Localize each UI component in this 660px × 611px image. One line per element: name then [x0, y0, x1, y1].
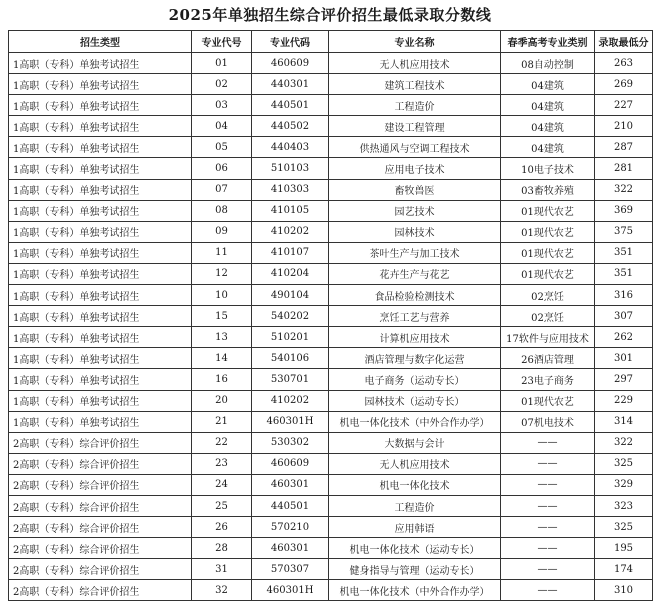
category-cell: 02烹饪 — [501, 306, 595, 327]
category-cell: —— — [501, 432, 595, 453]
category-cell: 03畜牧养殖 — [501, 179, 595, 200]
enroll-type-cell: 2高职（专科）综合评价招生 — [9, 538, 192, 559]
enroll-type-cell: 2高职（专科）综合评价招生 — [9, 580, 192, 601]
table-row — [9, 453, 653, 474]
enroll-type-cell: 1高职（专科）单独考试招生 — [9, 158, 192, 179]
major-name-cell: 机电一体化技术（中外合作办学） — [329, 411, 501, 432]
major-no-cell: 09 — [192, 221, 252, 242]
major-no-cell: 13 — [192, 327, 252, 348]
major-no-cell: 06 — [192, 158, 252, 179]
min-score-cell: 325 — [595, 517, 653, 538]
table-row — [9, 263, 653, 284]
min-score-cell: 316 — [595, 285, 653, 306]
major-no-cell: 12 — [192, 263, 252, 284]
category-cell: 04建筑 — [501, 116, 595, 137]
table-row — [9, 432, 653, 453]
min-score-cell: 287 — [595, 137, 653, 158]
min-score-cell: 227 — [595, 95, 653, 116]
major-code-cell: 510201 — [252, 327, 329, 348]
enroll-type-cell: 2高职（专科）综合评价招生 — [9, 432, 192, 453]
major-no-cell: 32 — [192, 580, 252, 601]
major-name-cell: 建设工程管理 — [329, 116, 501, 137]
category-cell: 17软件与应用技术 — [501, 327, 595, 348]
major-name-cell: 工程造价 — [329, 495, 501, 516]
min-score-cell: 263 — [595, 53, 653, 74]
min-score-cell: 322 — [595, 432, 653, 453]
major-name-cell: 大数据与会计 — [329, 432, 501, 453]
enroll-type-cell: 1高职（专科）单独考试招生 — [9, 179, 192, 200]
table-header-row — [9, 31, 653, 53]
category-cell: —— — [501, 538, 595, 559]
major-no-cell: 25 — [192, 495, 252, 516]
major-name-cell: 烹饪工艺与营养 — [329, 306, 501, 327]
major-code-cell: 440502 — [252, 116, 329, 137]
major-code-cell: 460301H — [252, 411, 329, 432]
major-code-cell: 410107 — [252, 242, 329, 263]
min-score-cell: 314 — [595, 411, 653, 432]
major-code-cell: 540106 — [252, 348, 329, 369]
table-row — [9, 580, 653, 601]
table-row — [9, 390, 653, 411]
header-cell: 招生类型 — [9, 31, 192, 53]
category-cell: 04建筑 — [501, 137, 595, 158]
major-code-cell: 490104 — [252, 285, 329, 306]
category-cell: 02烹饪 — [501, 285, 595, 306]
enroll-type-cell: 1高职（专科）单独考试招生 — [9, 411, 192, 432]
min-score-cell: 269 — [595, 74, 653, 95]
category-cell: 01现代农艺 — [501, 390, 595, 411]
category-cell: 08自动控制 — [501, 53, 595, 74]
major-code-cell: 410202 — [252, 221, 329, 242]
major-no-cell: 26 — [192, 517, 252, 538]
major-code-cell: 440301 — [252, 74, 329, 95]
header-cell: 专业名称 — [329, 31, 501, 53]
major-code-cell: 410105 — [252, 200, 329, 221]
major-code-cell: 410202 — [252, 390, 329, 411]
major-code-cell: 440501 — [252, 495, 329, 516]
enroll-type-cell: 1高职（专科）单独考试招生 — [9, 327, 192, 348]
enroll-type-cell: 2高职（专科）综合评价招生 — [9, 517, 192, 538]
category-cell: 07机电技术 — [501, 411, 595, 432]
category-cell: —— — [501, 474, 595, 495]
table-row — [9, 242, 653, 263]
enroll-type-cell: 1高职（专科）单独考试招生 — [9, 369, 192, 390]
major-no-cell: 24 — [192, 474, 252, 495]
min-score-cell: 210 — [595, 116, 653, 137]
min-score-cell: 229 — [595, 390, 653, 411]
major-no-cell: 10 — [192, 285, 252, 306]
major-code-cell: 540202 — [252, 306, 329, 327]
major-no-cell: 04 — [192, 116, 252, 137]
major-no-cell: 05 — [192, 137, 252, 158]
table-row — [9, 158, 653, 179]
category-cell: —— — [501, 559, 595, 580]
table-row — [9, 221, 653, 242]
enroll-type-cell: 2高职（专科）综合评价招生 — [9, 559, 192, 580]
category-cell: 01现代农艺 — [501, 242, 595, 263]
min-score-cell: 281 — [595, 158, 653, 179]
major-code-cell: 460301H — [252, 580, 329, 601]
major-no-cell: 03 — [192, 95, 252, 116]
table-row — [9, 74, 653, 95]
header-cell: 专业代号 — [192, 31, 252, 53]
table-row — [9, 369, 653, 390]
major-code-cell: 530302 — [252, 432, 329, 453]
enroll-type-cell: 1高职（专科）单独考试招生 — [9, 285, 192, 306]
major-name-cell: 电子商务（运动专长） — [329, 369, 501, 390]
major-code-cell: 530701 — [252, 369, 329, 390]
table-row — [9, 474, 653, 495]
min-score-cell: 262 — [595, 327, 653, 348]
major-no-cell: 22 — [192, 432, 252, 453]
enroll-type-cell: 1高职（专科）单独考试招生 — [9, 95, 192, 116]
major-no-cell: 28 — [192, 538, 252, 559]
major-code-cell: 460301 — [252, 474, 329, 495]
major-code-cell: 410303 — [252, 179, 329, 200]
enroll-type-cell: 1高职（专科）单独考试招生 — [9, 200, 192, 221]
enroll-type-cell: 1高职（专科）单独考试招生 — [9, 137, 192, 158]
major-code-cell: 460609 — [252, 453, 329, 474]
major-code-cell: 460301 — [252, 538, 329, 559]
major-no-cell: 11 — [192, 242, 252, 263]
category-cell: 04建筑 — [501, 74, 595, 95]
table-row — [9, 285, 653, 306]
enroll-type-cell: 1高职（专科）单独考试招生 — [9, 116, 192, 137]
min-score-cell: 307 — [595, 306, 653, 327]
major-no-cell: 14 — [192, 348, 252, 369]
major-no-cell: 20 — [192, 390, 252, 411]
major-code-cell: 440501 — [252, 95, 329, 116]
major-name-cell: 花卉生产与花艺 — [329, 263, 501, 284]
major-name-cell: 茶叶生产与加工技术 — [329, 242, 501, 263]
category-cell: 01现代农艺 — [501, 263, 595, 284]
table-row — [9, 200, 653, 221]
major-name-cell: 健身指导与管理（运动专长） — [329, 559, 501, 580]
table-row — [9, 348, 653, 369]
major-no-cell: 08 — [192, 200, 252, 221]
major-code-cell: 570307 — [252, 559, 329, 580]
min-score-cell: 375 — [595, 221, 653, 242]
min-score-cell: 369 — [595, 200, 653, 221]
min-score-cell: 323 — [595, 495, 653, 516]
min-score-cell: 322 — [595, 179, 653, 200]
score-table — [8, 30, 653, 601]
major-name-cell: 应用电子技术 — [329, 158, 501, 179]
major-name-cell: 园艺技术 — [329, 200, 501, 221]
category-cell: 23电子商务 — [501, 369, 595, 390]
major-no-cell: 16 — [192, 369, 252, 390]
table-row — [9, 179, 653, 200]
enroll-type-cell: 1高职（专科）单独考试招生 — [9, 221, 192, 242]
enroll-type-cell: 1高职（专科）单独考试招生 — [9, 74, 192, 95]
table-row — [9, 495, 653, 516]
major-name-cell: 园林技术 — [329, 221, 501, 242]
major-no-cell: 21 — [192, 411, 252, 432]
category-cell: 26酒店管理 — [501, 348, 595, 369]
major-no-cell: 01 — [192, 53, 252, 74]
category-cell: 01现代农艺 — [501, 200, 595, 221]
table-row — [9, 559, 653, 580]
major-code-cell: 440403 — [252, 137, 329, 158]
major-no-cell: 07 — [192, 179, 252, 200]
category-cell: 04建筑 — [501, 95, 595, 116]
table-body — [9, 53, 653, 601]
table-row — [9, 95, 653, 116]
enroll-type-cell: 1高职（专科）单独考试招生 — [9, 390, 192, 411]
category-cell: —— — [501, 517, 595, 538]
min-score-cell: 174 — [595, 559, 653, 580]
table-row — [9, 411, 653, 432]
category-cell: —— — [501, 495, 595, 516]
min-score-cell: 297 — [595, 369, 653, 390]
major-name-cell: 机电一体化技术（中外合作办学） — [329, 580, 501, 601]
major-no-cell: 15 — [192, 306, 252, 327]
enroll-type-cell: 2高职（专科）综合评价招生 — [9, 474, 192, 495]
min-score-cell: 329 — [595, 474, 653, 495]
category-cell: 01现代农艺 — [501, 221, 595, 242]
min-score-cell: 195 — [595, 538, 653, 559]
min-score-cell: 351 — [595, 263, 653, 284]
major-code-cell: 510103 — [252, 158, 329, 179]
enroll-type-cell: 1高职（专科）单独考试招生 — [9, 53, 192, 74]
header-cell: 春季高考专业类别 — [501, 31, 595, 53]
enroll-type-cell: 1高职（专科）单独考试招生 — [9, 263, 192, 284]
enroll-type-cell: 2高职（专科）综合评价招生 — [9, 495, 192, 516]
min-score-cell: 351 — [595, 242, 653, 263]
category-cell: 10电子技术 — [501, 158, 595, 179]
major-name-cell: 工程造价 — [329, 95, 501, 116]
min-score-cell: 310 — [595, 580, 653, 601]
major-name-cell: 无人机应用技术 — [329, 53, 501, 74]
major-name-cell: 酒店管理与数字化运营 — [329, 348, 501, 369]
major-code-cell: 460609 — [252, 53, 329, 74]
table-row — [9, 306, 653, 327]
major-name-cell: 机电一体化技术（运动专长） — [329, 538, 501, 559]
enroll-type-cell: 1高职（专科）单独考试招生 — [9, 242, 192, 263]
major-name-cell: 畜牧兽医 — [329, 179, 501, 200]
table-row — [9, 137, 653, 158]
enroll-type-cell: 1高职（专科）单独考试招生 — [9, 348, 192, 369]
major-name-cell: 建筑工程技术 — [329, 74, 501, 95]
min-score-cell: 325 — [595, 453, 653, 474]
major-name-cell: 应用韩语 — [329, 517, 501, 538]
enroll-type-cell: 2高职（专科）综合评价招生 — [9, 453, 192, 474]
major-code-cell: 570210 — [252, 517, 329, 538]
table-row — [9, 53, 653, 74]
header-cell: 专业代码 — [252, 31, 329, 53]
category-cell: —— — [501, 580, 595, 601]
enroll-type-cell: 1高职（专科）单独考试招生 — [9, 306, 192, 327]
major-no-cell: 02 — [192, 74, 252, 95]
table-row — [9, 327, 653, 348]
page-title: 2025年单独招生综合评价招生最低录取分数线 — [168, 6, 492, 24]
major-name-cell: 园林技术（运动专长） — [329, 390, 501, 411]
major-code-cell: 410204 — [252, 263, 329, 284]
table-row — [9, 116, 653, 137]
header-cell: 录取最低分 — [595, 31, 653, 53]
major-name-cell: 无人机应用技术 — [329, 453, 501, 474]
major-name-cell: 食品检验检测技术 — [329, 285, 501, 306]
major-no-cell: 31 — [192, 559, 252, 580]
min-score-cell: 301 — [595, 348, 653, 369]
major-name-cell: 供热通风与空调工程技术 — [329, 137, 501, 158]
table-row — [9, 517, 653, 538]
major-name-cell: 机电一体化技术 — [329, 474, 501, 495]
major-no-cell: 23 — [192, 453, 252, 474]
table-row — [9, 538, 653, 559]
category-cell: —— — [501, 453, 595, 474]
major-name-cell: 计算机应用技术 — [329, 327, 501, 348]
